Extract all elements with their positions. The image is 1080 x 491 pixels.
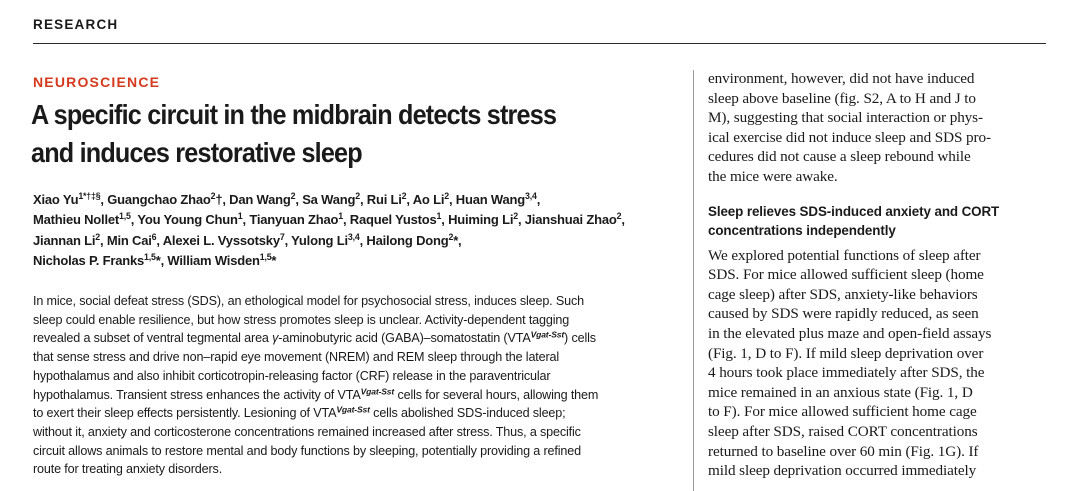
body-column xyxy=(708,69,1038,481)
body-line: SDS. For mice allowed sufficient sleep (home xyxy=(708,266,984,284)
column-divider xyxy=(693,70,694,491)
abstract-line: to exert their sleep effects persistently. Lesioning of $VTA^{Vgat-Sst}$ cells abolished SDS-induced sleep; xyxy=(33,404,566,421)
abstract-line: circuit allows animals to restore mental and body functions by sleeping, potentially providing a refined xyxy=(33,443,581,458)
author-line: Mathieu Nollet$^{1,5}$, You Young Chun$^1$, Tianyuan Zhao$^1$, Raquel Yustos$^1$, Huiming Li$^2$, Jianshuai Zhao$^2$, xyxy=(33,211,625,228)
section-heading xyxy=(708,202,1038,240)
body-line: (Fig. 1, D to F). If mild sleep deprivation over xyxy=(708,344,984,362)
body-line: ical exercise did not induce sleep and SDS pro- xyxy=(708,128,991,146)
body-line: mild sleep deprivation occurred immediately xyxy=(708,462,977,480)
section-heading-line: Sleep relieves SDS-induced anxiety and CORT xyxy=(708,203,1000,219)
abstract-line: sleep could enable resilience, but how stress promotes sleep is unclear. Activity-dependent tagging xyxy=(33,312,570,327)
body-line: the mice were awake. xyxy=(708,167,838,185)
body-line: 4 hours took place immediately after SDS, the xyxy=(708,364,985,382)
author-line: Nicholas P. Franks$^{1,5}$*, William Wisden$^{1,5}$* xyxy=(33,252,277,269)
header-divider xyxy=(33,43,1046,44)
abstract-line: hypothalamus and also inhibit corticotropin-releasing factor (CRF) release in the paraventricular xyxy=(33,368,551,383)
body-line: cage sleep) after SDS, anxiety-like behaviors xyxy=(708,285,978,303)
body-line: mice remained in an anxious state (Fig. 1, D xyxy=(708,383,973,401)
body-line: cedures did not cause a sleep rebound while xyxy=(708,148,971,166)
body-line: caused by SDS were rapidly reduced, as seen xyxy=(708,305,979,323)
body-line: returned to baseline over 60 min (Fig. 1G). If xyxy=(708,442,979,460)
body-paragraph xyxy=(708,69,1038,187)
article-title xyxy=(31,96,616,172)
abstract-line: route for treating anxiety disorders. xyxy=(33,462,223,477)
author-list xyxy=(33,190,693,272)
author-line: Xiao $Yu^{1*\dagger\ddagger\S}$, Guangchao Zhao$^2$†, Dan Wang$^2$, Sa Wang$^2$, Rui Li$^2$, Ao Li$^2$, Huan Wang$^{3,4}$, xyxy=(33,191,541,207)
body-line: sleep above baseline (fig. S2, A to H and J to xyxy=(708,89,976,107)
article-title-line: A specific circuit in the midbrain detects stress xyxy=(31,99,557,130)
author-line: Jiannan Li$^2$, Min Cai$^6$, Alexei L. Vyssotsky$^7$, Yulong Li$^{3,4}$, Hailong Dong$^2$*, xyxy=(33,231,462,248)
body-line: We explored potential functions of sleep after xyxy=(708,246,981,264)
body-line: environment, however, did not have induced xyxy=(708,70,975,87)
body-line: to F). For mice allowed sufficient home cage xyxy=(708,403,977,421)
article-title-line: and induces restorative sleep xyxy=(31,137,362,168)
body-line: M), suggesting that social interaction or phys- xyxy=(708,109,983,127)
abstract xyxy=(33,292,693,479)
section-heading-line: concentrations independently xyxy=(708,222,896,238)
abstract-line: hypothalamus. Transient stress enhances the activity of $VTA^{Vgat-Sst}$ cells for several hours, allowing them xyxy=(33,385,599,402)
abstract-line: revealed a subset of ventral tegmental area γ-aminobutyric acid (GABA)–somatostatin $(VTA^{Vgat-Sst})$ cells xyxy=(33,329,596,346)
article-category: NEUROSCIENCE xyxy=(33,74,161,90)
body-line: in the elevated plus maze and open-field assays xyxy=(708,324,992,342)
body-paragraph xyxy=(708,246,1038,481)
body-line: sleep after SDS, raised CORT concentrations xyxy=(708,422,978,440)
abstract-line: In mice, social defeat stress (SDS), an ethological model for psychosocial stress, induces sleep. Such xyxy=(33,294,584,308)
abstract-line: that sense stress and drive non–rapid eye movement (NREM) and REM sleep through the lateral xyxy=(33,350,560,365)
journal-section-label: RESEARCH xyxy=(33,17,119,32)
abstract-line: without it, anxiety and corticosterone concentrations remained increased after stress. Thus, a specific xyxy=(33,424,581,439)
